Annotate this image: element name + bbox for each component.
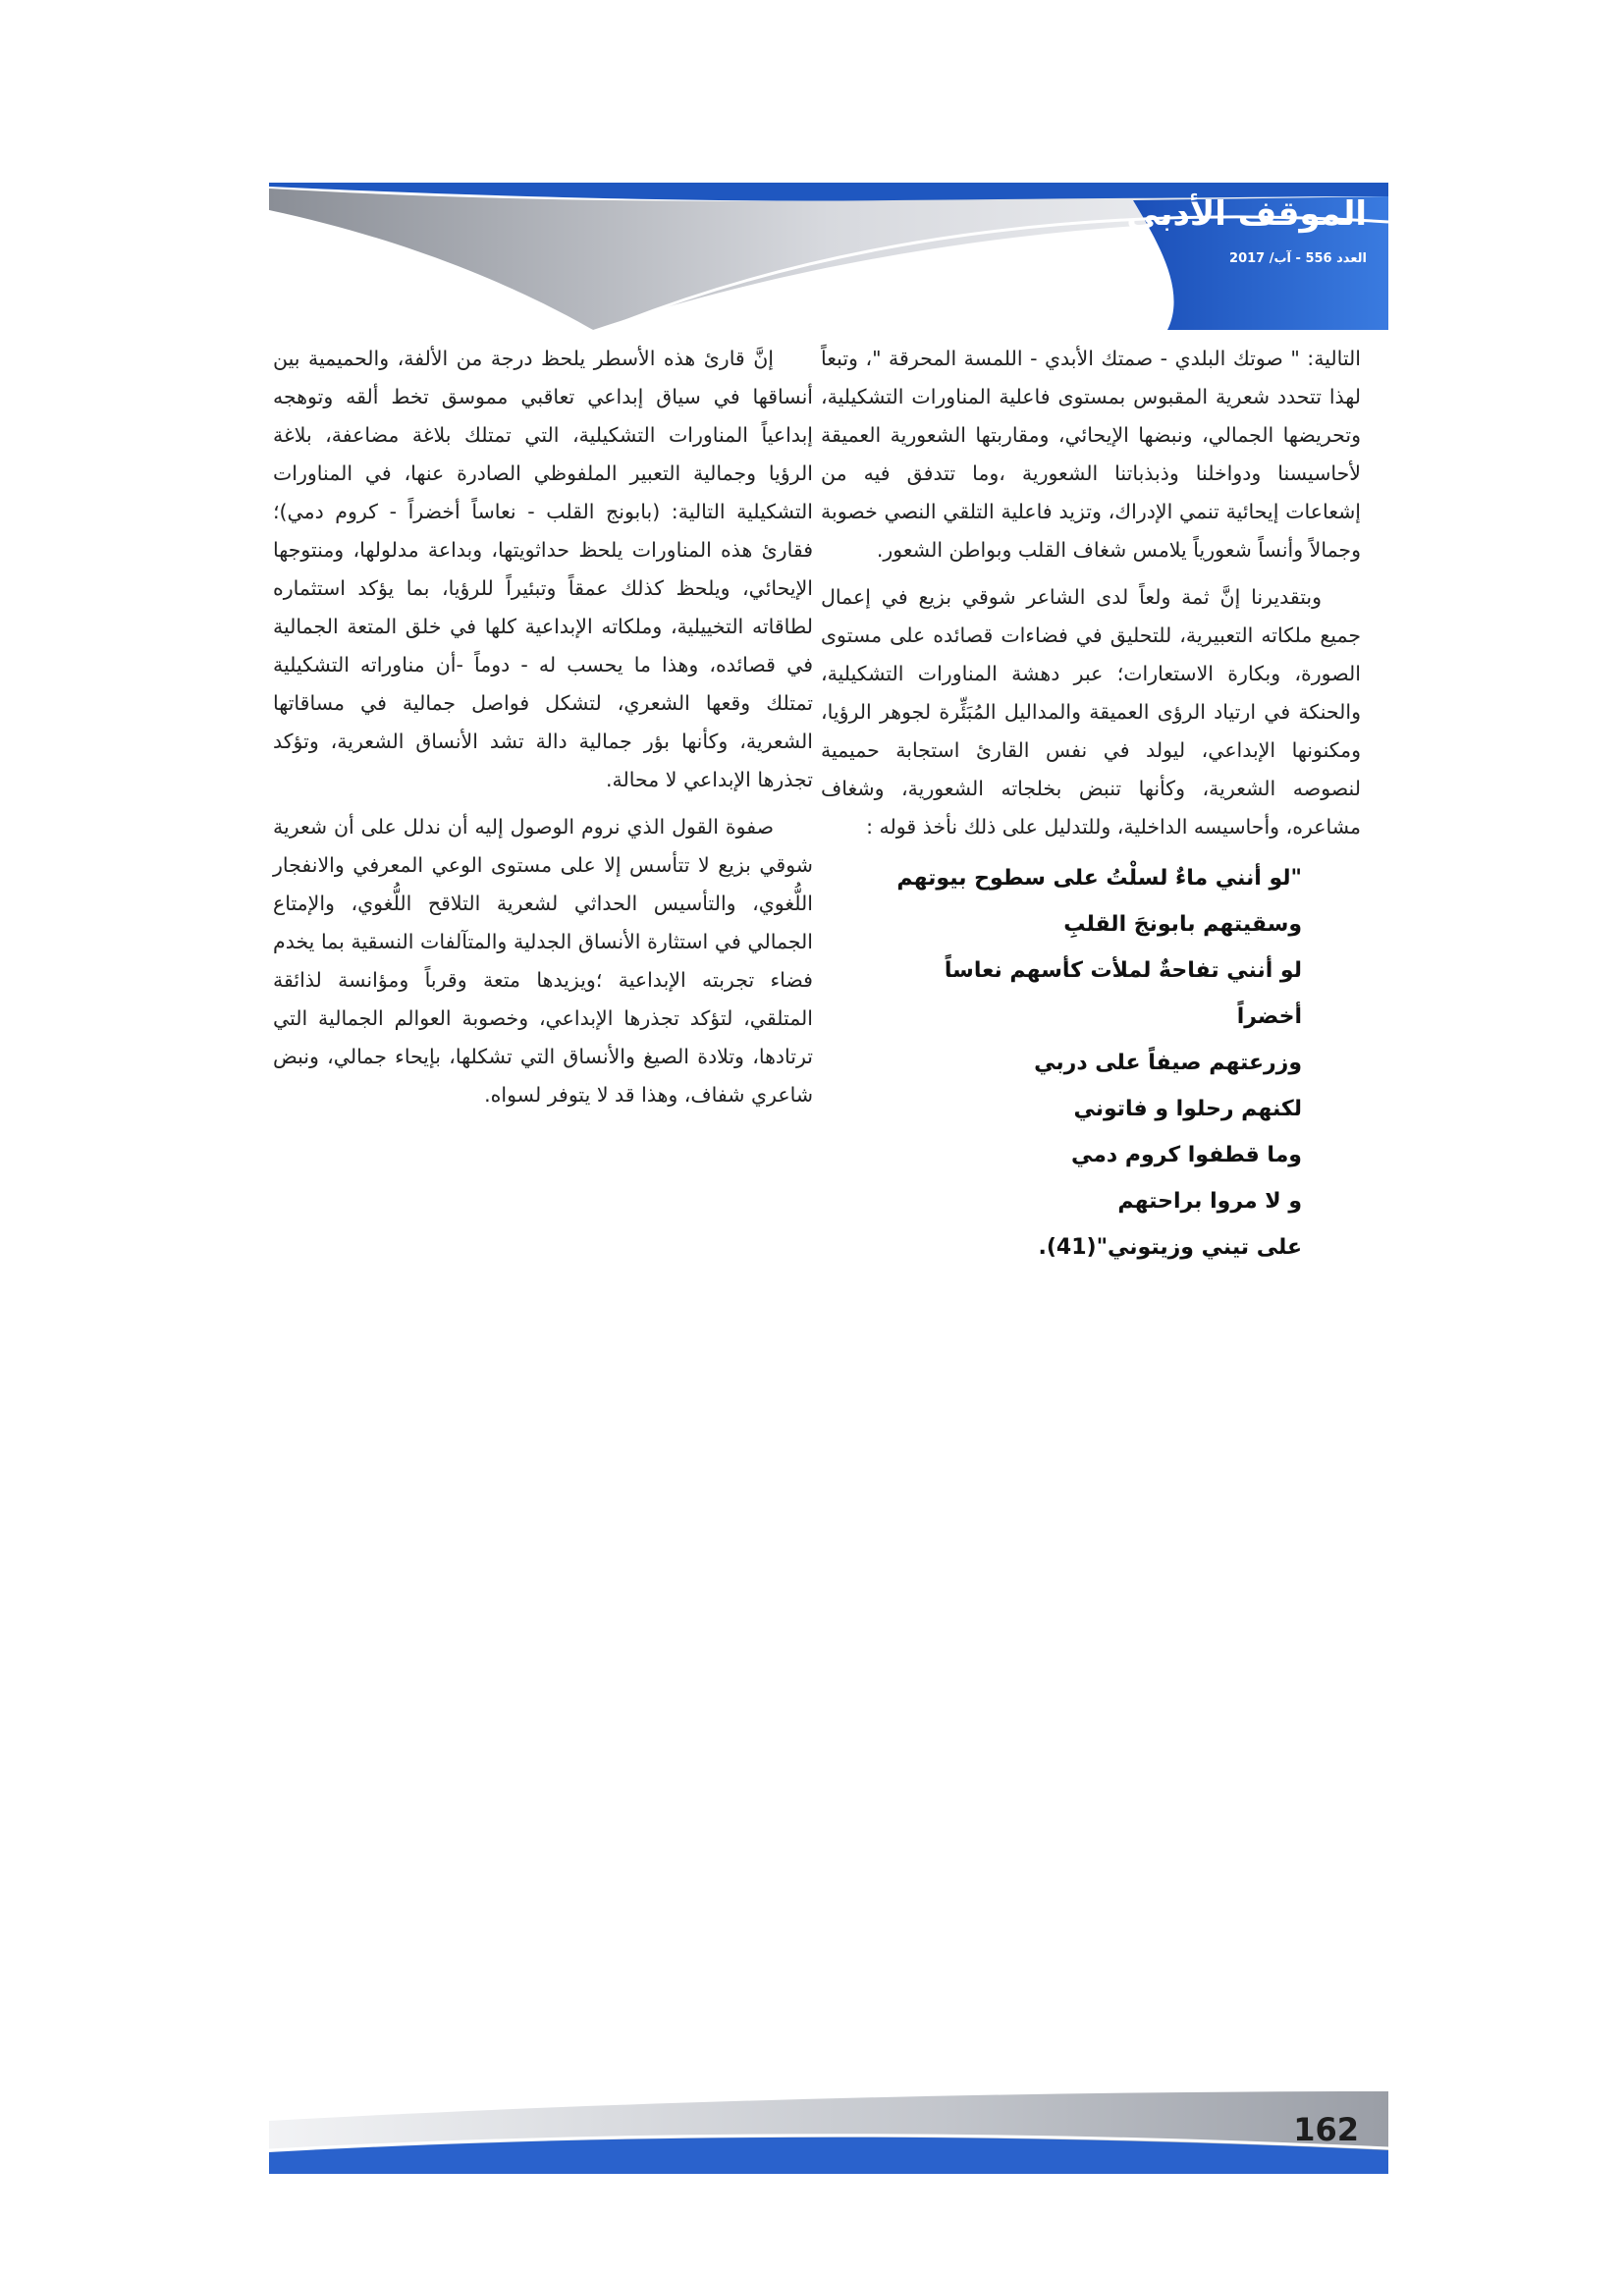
right-column [821,340,1361,1271]
poem-block [821,855,1302,1271]
left-column [273,340,813,1123]
poem-line: "لو أنني ماءٌ لسلْتُ على سطوح بيوتهم [896,866,1302,891]
footer-banner [269,2091,1388,2180]
magazine-logo: الموقف الأدبي [1126,194,1367,234]
footer-swoosh-graphic [269,2091,1388,2180]
poem-line: لو أنني تفاحةٌ لملأت كأسهم نعاساً [944,958,1302,983]
poem-line: و لا مروا براحتهم [1117,1189,1302,1214]
poem-line: على تيني وزيتوني"(41). [1038,1235,1302,1260]
poem-line: وسقيتهم بابونجَ القلبِ [1063,912,1302,937]
paragraph: التالية: " صوتك البلدي - صمتك الأبدي - اللمسة المحرقة "، وتبعاً لهذا تتحدد شعرية المقبوس بمستوى فاعلية المناورات التشكيلية، وتحريضها الجمالي، ونبضها الإيحائي، ومقاربتها الشعورية العميقة لأحاسيسنا ودواخلنا وذبذباتنا الشعورية ،وما تتدفق فيه من إشعاعات إيحائية تنمي الإدراك، وتزيد فاعلية التلقي النصي خصوبة وجمالاً وأنساً شعورياً يلامس شغاف القلب وبواطن الشعور. [821,347,1361,562]
poem-line: وزرعتهم صيفاً على دربي [1034,1051,1302,1075]
header-banner [269,183,1388,330]
issue-info: العدد 556 - آب/ 2017 [1229,251,1367,266]
page-number: 162 [1293,2111,1359,2148]
poem-line: أخضراً [1236,1004,1302,1029]
paragraph: صفوة القول الذي نروم الوصول إليه أن ندلل على أن شعرية شوقي بزيع لا تتأسس إلا على مستوى الوعي المعرفي والانفجار اللُّغوي، والتأسيس الحداثي لشعرية التلاقح اللُّغوي، والإمتاع الجمالي في استثارة الأنساق الجدلية والمتآلفات النسقية بما يخدم فضاء تجربته الإبداعية ؛ويزيدها متعة وقرباً ومؤانسة لذائقة المتلقي، لتؤكد تجذرها الإبداعي، وخصوبة العوالم الجمالية التي ترتادها، وتلادة الصيغ والأنساق التي تشكلها، بإيحاء جمالي، ونبض شاعري شفاف، وهذا قد لا يتوفر لسواه. [273,815,813,1107]
paragraph: وبتقديرنا إنَّ ثمة ولعاً لدى الشاعر شوقي بزيع في إعمال جميع ملكاته التعبيرية، للتحليق في فضاءات قصائده على مستوى الصورة، وبكارة الاستعارات؛ عبر دهشة المناورات التشكيلية، والحنكة في ارتياد الرؤى العميقة والمداليل المُبَئِّرة لجوهر الرؤيا، ومكنونها الإبداعي، ليولد في نفس القارئ استجابة حميمية لنصوصه الشعرية، وكأنها تنبض بخلجاته الشعورية، وشغاف مشاعره، وأحاسيسه الداخلية، وللتدليل على ذلك نأخذ قوله : [821,585,1361,839]
poem-line: لكنهم رحلوا و فاتوني [1073,1097,1302,1121]
paragraph: إنَّ قارئ هذه الأسطر يلحظ درجة من الألفة، والحميمية بين أنساقها في سياق إبداعي تعاقبي مموسق تخط ألقه وتوهجه إبداعياً المناورات التشكيلية، التي تمتلك بلاغة مضاعفة، بلاغة الرؤيا وجمالية التعبير الملفوظي الصادرة عنها، في المناورات التشكيلية التالية: (بابونج القلب - نعاساً أخضراً - كروم دمي)؛ فقارئ هذه المناورات يلحظ حداثويتها، وبداعة مدلولها، ومنتوجها الإيحائي، ويلحظ كذلك عمقاً وتبئيراً للرؤيا، بما يؤكد استثماره لطاقاته التخييلية، وملكاته الإبداعية كلها في خلق المتعة الجمالية في قصائده، وهذا ما يحسب له - دوماً -أن مناوراته التشكيلية تمتلك وقعها الشعري، لتشكل فواصل جمالية في مساقاتها الشعرية، وكأنها بؤر جمالية دالة تشد الأنساق الشعرية، وتؤكد تجذرها الإبداعي لا محالة. [273,347,813,791]
poem-line: وما قطفوا كروم دمي [1071,1143,1302,1167]
